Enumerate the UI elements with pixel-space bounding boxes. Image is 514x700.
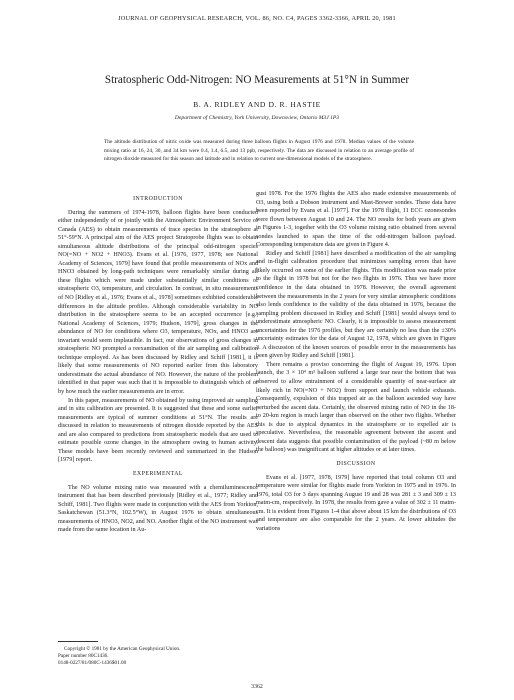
paper-number: Paper number 80C1436. xyxy=(58,653,109,659)
section-heading-introduction: INTRODUCTION xyxy=(133,196,183,202)
experimental-paragraph-2: gust 1978. For the 1976 flights the AES also made extensive measurements of O3, using both a Dobson instrument and Mast-Brewer sondes. These data have been reported by Evans et al. [1977]. For the 1978 flight, 11 ECC ozonesondes were flown between August 10 and 24. The NO results for both years are given in Figures 1-3, together with the O3 volume mixing ratio obtained from several sondes launched to span the time of the odd-nitrogen balloon payload. Corresponding temperature data are given in Figure 4. xyxy=(256,191,456,249)
running-head: JOURNAL OF GEOPHYSICAL RESEARCH, VOL. 86, NO. C4, PAGES 3362-3366, APRIL 20, 1981 xyxy=(118,15,396,22)
discussion-paragraph-1: Evans et al. [1977, 1978, 1979] have reported that total column O3 and temperature were similar for flights made from Yorkton in 1975 and in 1976. In 1976, total O3 for 3 days spanning August 19 and 28 was 281 ± 3 and 309 ± 13 matm-cm, respectively. In 1978, the results from gave a value of 302 ± 11 matm-cm. It is evident from Figures 1-4 that above about 15 km the distributions of O3 and temperature are also comparable for the 2 years. At lower altitudes the variations xyxy=(256,474,456,532)
section-heading-discussion: DISCUSSION xyxy=(336,460,376,467)
abstract: The altitude distribution of nitric oxide was measured during three balloon flights in August 1976 and 1978. Median values of the volume mixing ratio at 16, 24, 30, and 34 km were 0.4, 1.4, 6.5, and 13 ppb, respectively. The data are discussed in relation to an average profile of nitrogen dioxide measured for this season and latitude and in relation to current one-dimensional models of the stratosphere. xyxy=(104,139,414,163)
author-affiliation: Department of Chemistry, York University, Downsview, Ontario M3J 1P3 xyxy=(174,115,340,121)
experimental-paragraph-3: Ridley and Schiff [1981] have described a modification of the air sampling and in-flight calibration procedure that minimizes sampling errors that have likely occurred on some of the earlier flights. This modification was made prior to the flight in 1978 but not for the two flights in 1976. Thus we have more confidence in the data obtained in 1978. However, the overall agreement between the measurements in the 2 years for very similar atmospheric conditions also lends confidence to the validity of the data obtained in 1976, because the sampling problem discussed in Ridley and Schiff [1981] would always tend to underestimate atmospheric NO. Clearly, it is impossible to assess measurement uncertainties for the 1976 profiles, but they are certainly no less than the ±30% uncertainty estimates for the data of August 12, 1978, which are given in Figure 3. A discussion of the known sources of possible error in the measurements has been given by Ridley and Schiff [1981]. xyxy=(256,250,456,360)
experimental-paragraph-1: The NO volume mixing ratio was measured with a chemiluminescence instrument that has been described previously [Ridley et al., 1977; Ridley and Schiff, 1981]. Two flights were made in conjunction with the AES from Yorkton, Saskatchewan (51.3°N, 102.5°W), in August 1976 to obtain simultaneous measurements of HNO3, NO2, and NO. Another flight of the NO instrument was made from the same location in Au- xyxy=(58,484,258,534)
section-heading-experimental: EXPERIMENTAL xyxy=(133,470,183,477)
footnote xyxy=(58,646,258,667)
article-title: Stratospheric Odd-Nitrogen: NO Measurements at 51°N in Summer xyxy=(104,74,410,86)
copyright-line: Copyright © 1981 by the American Geophysical Union. xyxy=(64,646,181,652)
article-authors: B. A. RIDLEY AND D. R. HASTIE xyxy=(193,100,321,109)
page-number: 3362 xyxy=(251,684,263,690)
article-code: 0148-0227/81/080C-1436$01.00 xyxy=(58,660,127,666)
footnote-rule xyxy=(58,641,98,642)
intro-paragraph-2: In this paper, measurements of NO obtained by using improved air sampling and in situ calibration are presented. It is suggested that these and some earlier measurements are typical of summer conditions at 51°N. The results are discussed in relation to measurements of nitrogen dioxide reported by the AES and are also compared to predictions from stratospheric models that are used to estimate possible ozone changes in the atmosphere owing to human activity. These models have been recently reviewed and summarized in the Hudson [1979] report. xyxy=(58,397,258,464)
right-column xyxy=(256,190,456,533)
intro-paragraph-1: During the summers of 1974-1978, balloon flights have been conducted either independently of or jointly with the Atmospheric Environment Service of Canada (AES) to obtain measurements of trace species in the stratosphere at 51°-59°N. A principal aim of the AES project Stratoprobe flights was to obtain simultaneous altitude distributions of the principal odd-nitrogen species NO(=NO + NO2 + HNO3). Evans et al. [1976, 1977, 1978; see National Academy of Sciences, 1979] have found that profile measurements of NOx and HNO3 obtained by long-path techniques were remarkably similar during all these flights which were made under substantially similar conditions of stratospheric O3, temperature, and circulation. In contrast, in situ measurements of NO [Ridley et al., 1976; Evans et al., 1978] sometimes exhibited considerable differences in the altitude profiles. Although considerable variability in NO distribution in the stratosphere seems to be an accepted occurrence [e.g., National Academy of Sciences, 1979; Hudson, 1979], gross changes in the abundance of NO for conditions where O3, temperature, NOx, and HNO3 are invariant would seem implausible. In fact, our observations of gross changes in stratospheric NO prompted a reexamination of the air sampling and calibration technique employed. As has been discussed by Ridley and Schiff [1981], it is likely that some measurements of NO reported earlier from this laboratory underestimate the actual abundance of NO. However, the nature of the problem identified in that paper was such that it is impossible to distinguish which of or by how much the earlier measurements are in error. xyxy=(58,209,258,396)
left-column xyxy=(58,190,258,535)
experimental-paragraph-4: There remains a proviso concerning the flight of August 19, 1976. Upon launch, the 3 × 10⁴ m³ balloon suffered a large tear near the bottom that was observed to allow entrainment of a considerable quantity of near-surface air likely rich in NO(=NO + NO2) from support and launch vehicle exhausts. Consequently, expulsion of this trapped air as the balloon ascended way have perturbed the ascent data. Certainly, the observed mixing ratio of NO in the 18- to 20-km region is much larger than observed on the other two flights. Whether this is due to atypical dynamics in the stratosphere or to expelled air is speculative. Nevertheless, the reasonable agreement between the ascent and descent data suggests that possible contamination of the payload (~80 m below the balloon) was insignificant at higher altitudes or at later times. xyxy=(256,361,456,454)
